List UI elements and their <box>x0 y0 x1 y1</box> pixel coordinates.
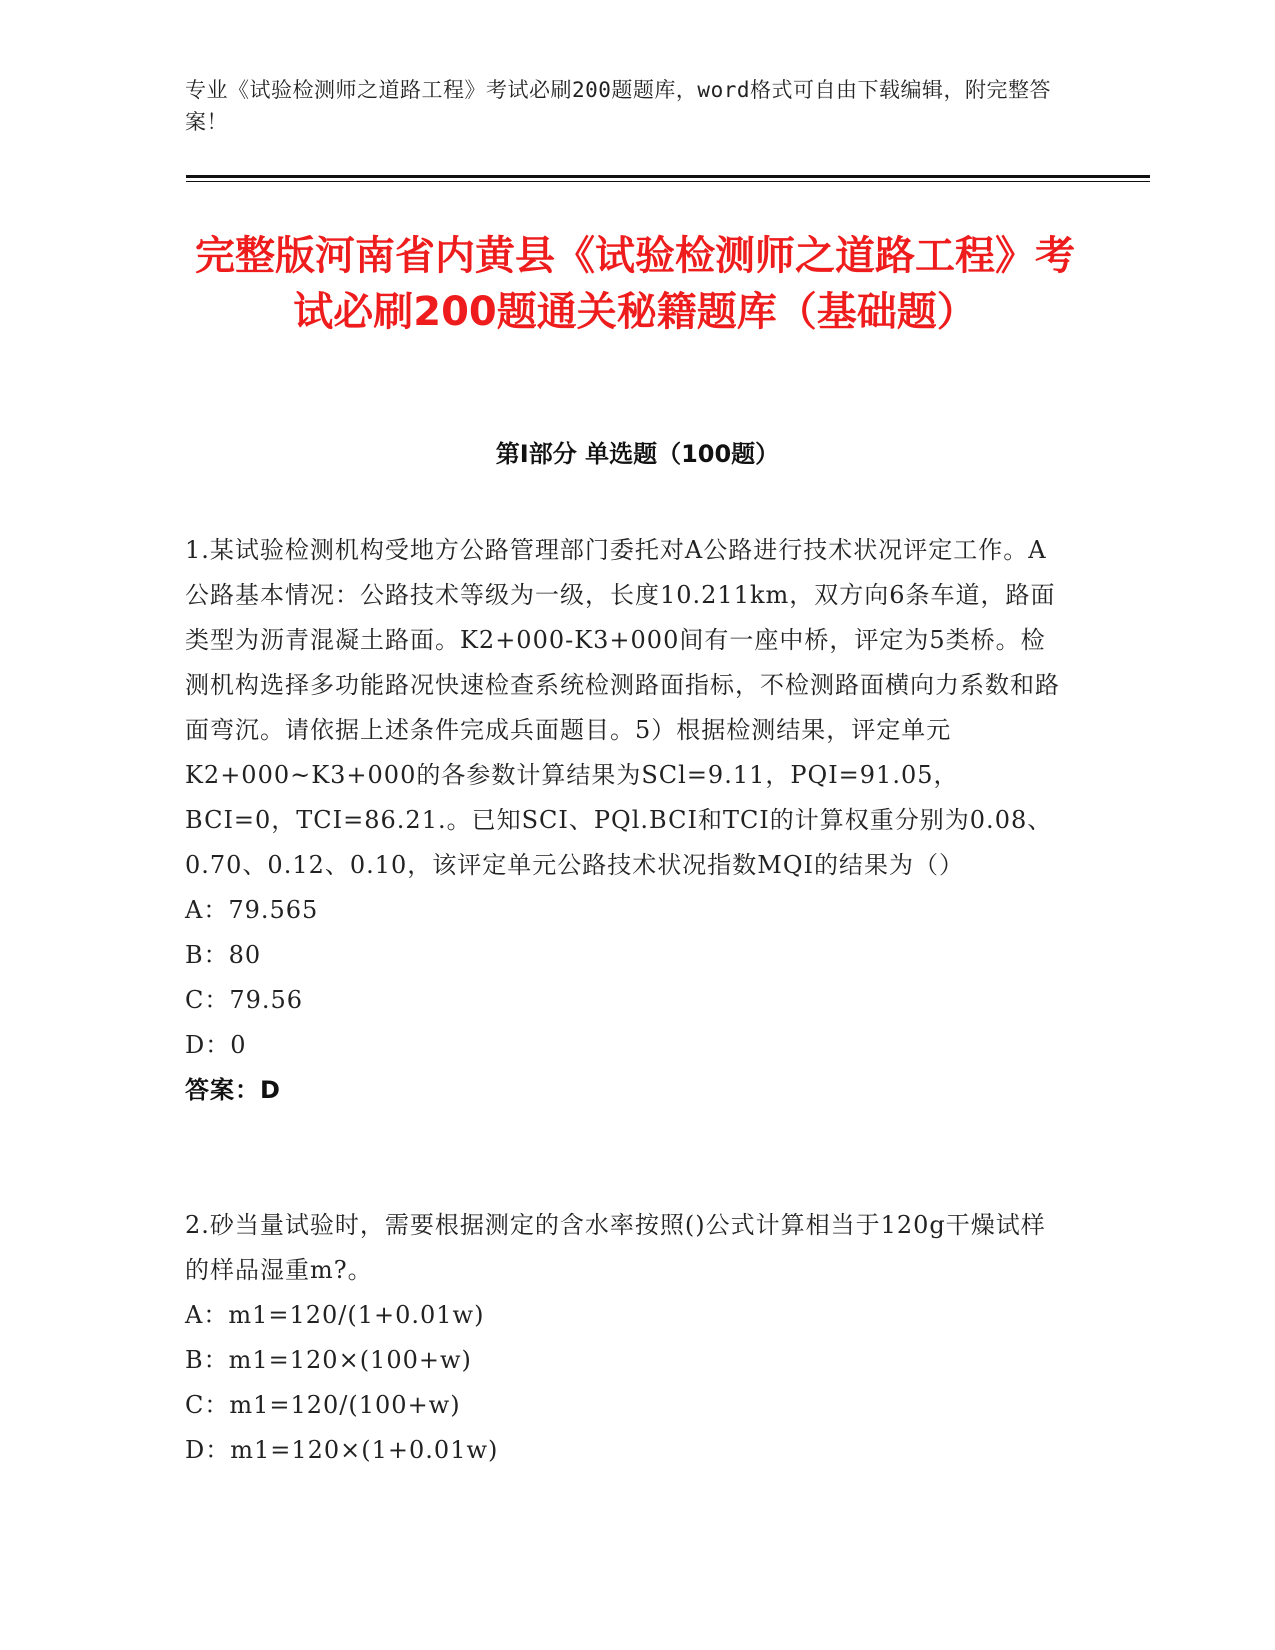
section-heading: 第I部分 单选题（100题） <box>495 440 780 468</box>
question-block-2 <box>185 1203 1065 1473</box>
question-stem: 1.某试验检测机构受地方公路管理部门委托对A公路进行技术状况评定工作。A公路基本情况：公路技术等级为一级，长度10.211km，双方向6条车道，路面类型为沥青混凝土路面。K2+000-K3+000间有一座中桥，评定为5类桥。检测机构选择多功能路况快速检查系统检测路面指标，不检测路面横向力系数和路面弯沉。请依据上述条件完成兵面题目。5）根据检测结果，评定单元K2+000~K3+000的各参数计算结果为SCl=9.11，PQI=91.05，BCI=0，TCI=86.21.。已知SCI、PQl.BCI和TCI的计算权重分别为0.08、0.70、0.12、0.10，该评定单元公路技术状况指数MQI的结果为（） <box>185 536 1060 879</box>
option-c: C：m1=120/(100+w) <box>185 1391 461 1419</box>
option-a: A：m1=120/(1+0.01w) <box>185 1301 485 1329</box>
question-stem: 2.砂当量试验时，需要根据测定的含水率按照()公式计算相当于120g干燥试样的样品湿重m?。 <box>185 1211 1046 1284</box>
answer-text: 答案：D <box>185 1076 281 1104</box>
document-title: 完整版河南省内黄县《试验检测师之道路工程》考试必刷200题通关秘籍题库（基础题） <box>195 233 1075 335</box>
question-block-1 <box>185 528 1065 1113</box>
option-d: D：0 <box>185 1031 247 1059</box>
option-b: B：m1=120×(100+w) <box>185 1346 472 1374</box>
option-a: A：79.565 <box>185 896 319 924</box>
option-c: C：79.56 <box>185 986 304 1014</box>
header-divider-thick <box>186 175 1150 178</box>
header-divider-thin <box>186 181 1150 182</box>
header-note: 专业《试验检测师之道路工程》考试必刷200题题库，word格式可自由下载编辑，附完整答案！ <box>185 78 1051 134</box>
option-b: B：80 <box>185 941 262 969</box>
option-d: D：m1=120×(1+0.01w) <box>185 1436 499 1464</box>
